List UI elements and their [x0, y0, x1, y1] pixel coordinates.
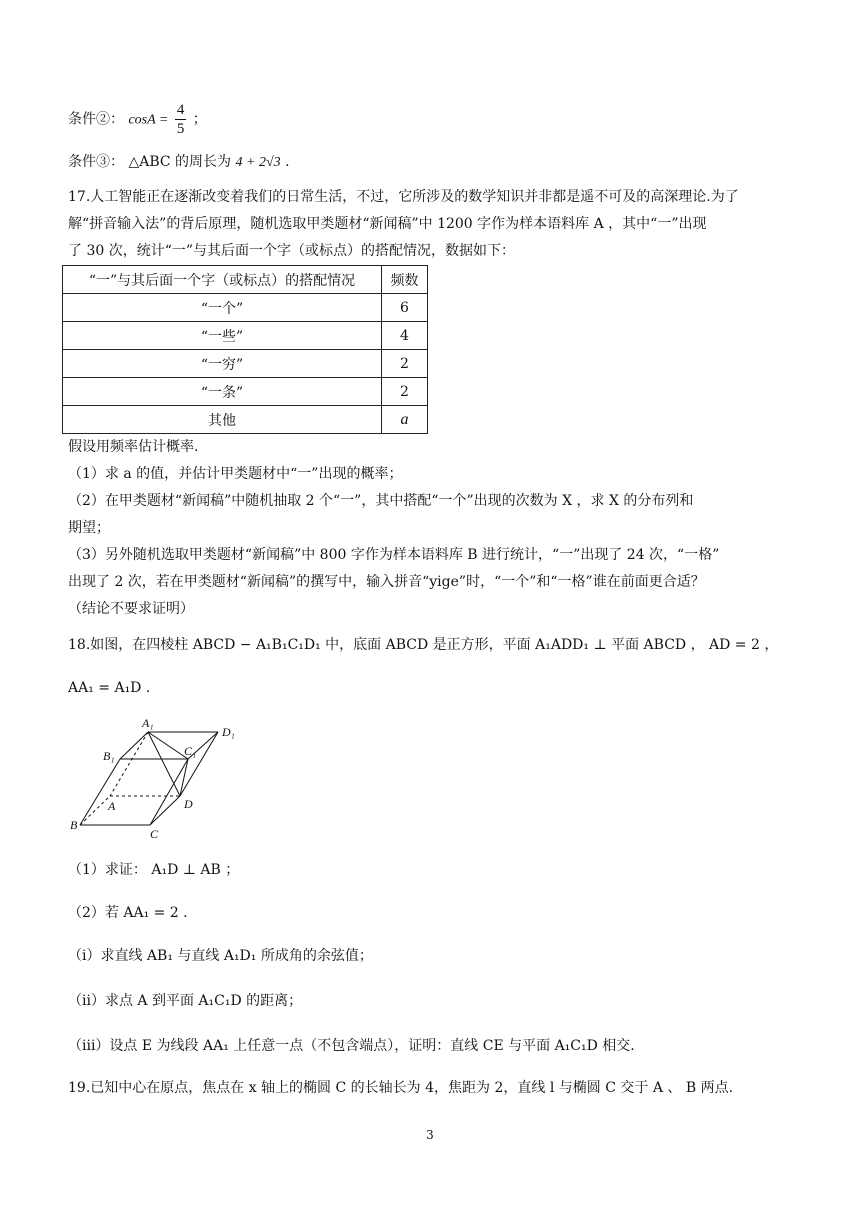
segment-a1-d [148, 732, 180, 796]
edge-b1-b [80, 759, 120, 825]
q18-part-2-i: （i）求直线 AB₁ 与直线 A₁D₁ 所成角的余弦值； [68, 948, 373, 964]
hidden-edge-a1-a [110, 732, 148, 796]
q17-part-3-line-1: （3）另外随机选取甲类题材“新闻稿”中 800 字作为样本语料库 B 进行统计，“一”出现了 24 次，“一格” [68, 547, 720, 563]
condition-3-label: 条件③： [68, 154, 124, 170]
fraction-numerator: 4 [176, 102, 185, 118]
table-row [63, 322, 428, 350]
table-cell: 4 [382, 322, 428, 350]
table-header-cell: 频数 [382, 266, 428, 294]
label-a1: A₁ [142, 716, 154, 730]
label-a: A [108, 799, 116, 813]
q18-part-2-iii: （iii）设点 E 为线段 AA₁ 上任意一点（不包含端点），证明：直线 CE 与平面 A₁C₁D 相交. [68, 1038, 635, 1054]
q17-part-1: （1）求 a 的值，并估计甲类题材中“一”出现的概率； [68, 466, 403, 482]
condition-2 [68, 101, 798, 138]
q17-part-2-line-1: （2）在甲类题材“新闻稿”中随机抽取 2 个“一”，其中搭配“一个”出现的次数为 X ，求 X 的分布列和 [68, 493, 694, 509]
edge-d1-d [180, 732, 218, 796]
q18-part-2-ii: （ii）求点 A 到平面 A₁C₁D 的距离； [68, 993, 303, 1009]
condition-3-end: . [285, 154, 290, 170]
q17-intro-line-2: 解“拼音输入法”的背后原理，随机选取甲类题材“新闻稿”中 1200 字作为样本语料库 A ，其中“一”出现 [68, 216, 707, 232]
q18-part-1: （1）求证： A₁D ⊥ AB ； [68, 862, 240, 878]
q17-part-3-line-2: 出现了 2 次，若在甲类题材“新闻稿”的撰写中，输入拼音“yige”时，“一个”和“一格”谁在前面更合适？ [68, 574, 705, 590]
label-d1: D₁ [222, 725, 235, 739]
condition-2-expr: cosA = [128, 112, 169, 128]
table-cell: 2 [382, 350, 428, 378]
q17-intro-line-3: 了 30 次，统计“一”与其后面一个字（或标点）的搭配情况，数据如下： [68, 243, 516, 259]
table-header-row [63, 266, 428, 294]
page-number: 3 [426, 1128, 434, 1142]
condition-3-expr: △ABC 的周长为 [128, 154, 232, 170]
segment-a1-c1 [148, 732, 188, 759]
table-cell: 2 [382, 378, 428, 406]
q17-assumption: 假设用频率估计概率. [68, 439, 199, 455]
table-cell: “一穷” [63, 350, 382, 378]
label-c1: C₁ [184, 744, 197, 758]
frequency-table [62, 265, 428, 434]
segment-c1-d [180, 759, 188, 796]
table-cell: 其他 [63, 406, 382, 434]
edge-c-d [150, 796, 180, 825]
condition-2-label: 条件②： [68, 111, 124, 128]
table-row [63, 406, 428, 434]
label-b: B [70, 818, 78, 832]
q17-intro-line-1: 17.人工智能正在逐渐改变着我们的日常生活，不过，它所涉及的数学知识并非都是遥不可及的高深理论.为了 [68, 189, 739, 205]
table-row [63, 378, 428, 406]
fraction [175, 101, 187, 138]
table-cell: “一条” [63, 378, 382, 406]
table-cell: 6 [382, 294, 428, 322]
prism-figure [70, 714, 250, 842]
table-header-cell: “一”与其后面一个字（或标点）的搭配情况 [63, 266, 382, 294]
q18-intro-line-1: 18.如图，在四棱柱 ABCD − A₁B₁C₁D₁ 中，底面 ABCD 是正方形，平面 A₁ADD₁ ⊥ 平面 ABCD ， AD = 2 ， [68, 637, 779, 653]
condition-3-value: 4 + 2√3 [235, 155, 281, 170]
table-row [63, 294, 428, 322]
q17-part-3-line-3: （结论不要求证明） [68, 601, 194, 617]
condition-3 [68, 151, 798, 174]
fraction-denominator: 5 [176, 121, 185, 137]
q18-intro-line-2: AA₁ = A₁D . [68, 680, 151, 696]
table-row [63, 350, 428, 378]
table-cell: “一个” [63, 294, 382, 322]
label-c: C [150, 827, 159, 841]
table-cell: “一些” [63, 322, 382, 350]
q17-part-2-line-2: 期望； [68, 520, 110, 536]
condition-2-end: ； [192, 111, 207, 128]
q19-intro: 19.已知中心在原点，焦点在 x 轴上的椭圆 C 的长轴长为 4，焦距为 2，直线 l 与椭圆 C 交于 A 、 B 两点. [68, 1080, 734, 1096]
table-cell: a [382, 406, 428, 434]
label-d: D [184, 797, 193, 811]
label-b1: B₁ [103, 749, 115, 763]
q18-part-2: （2）若 AA₁ = 2 . [68, 905, 188, 921]
